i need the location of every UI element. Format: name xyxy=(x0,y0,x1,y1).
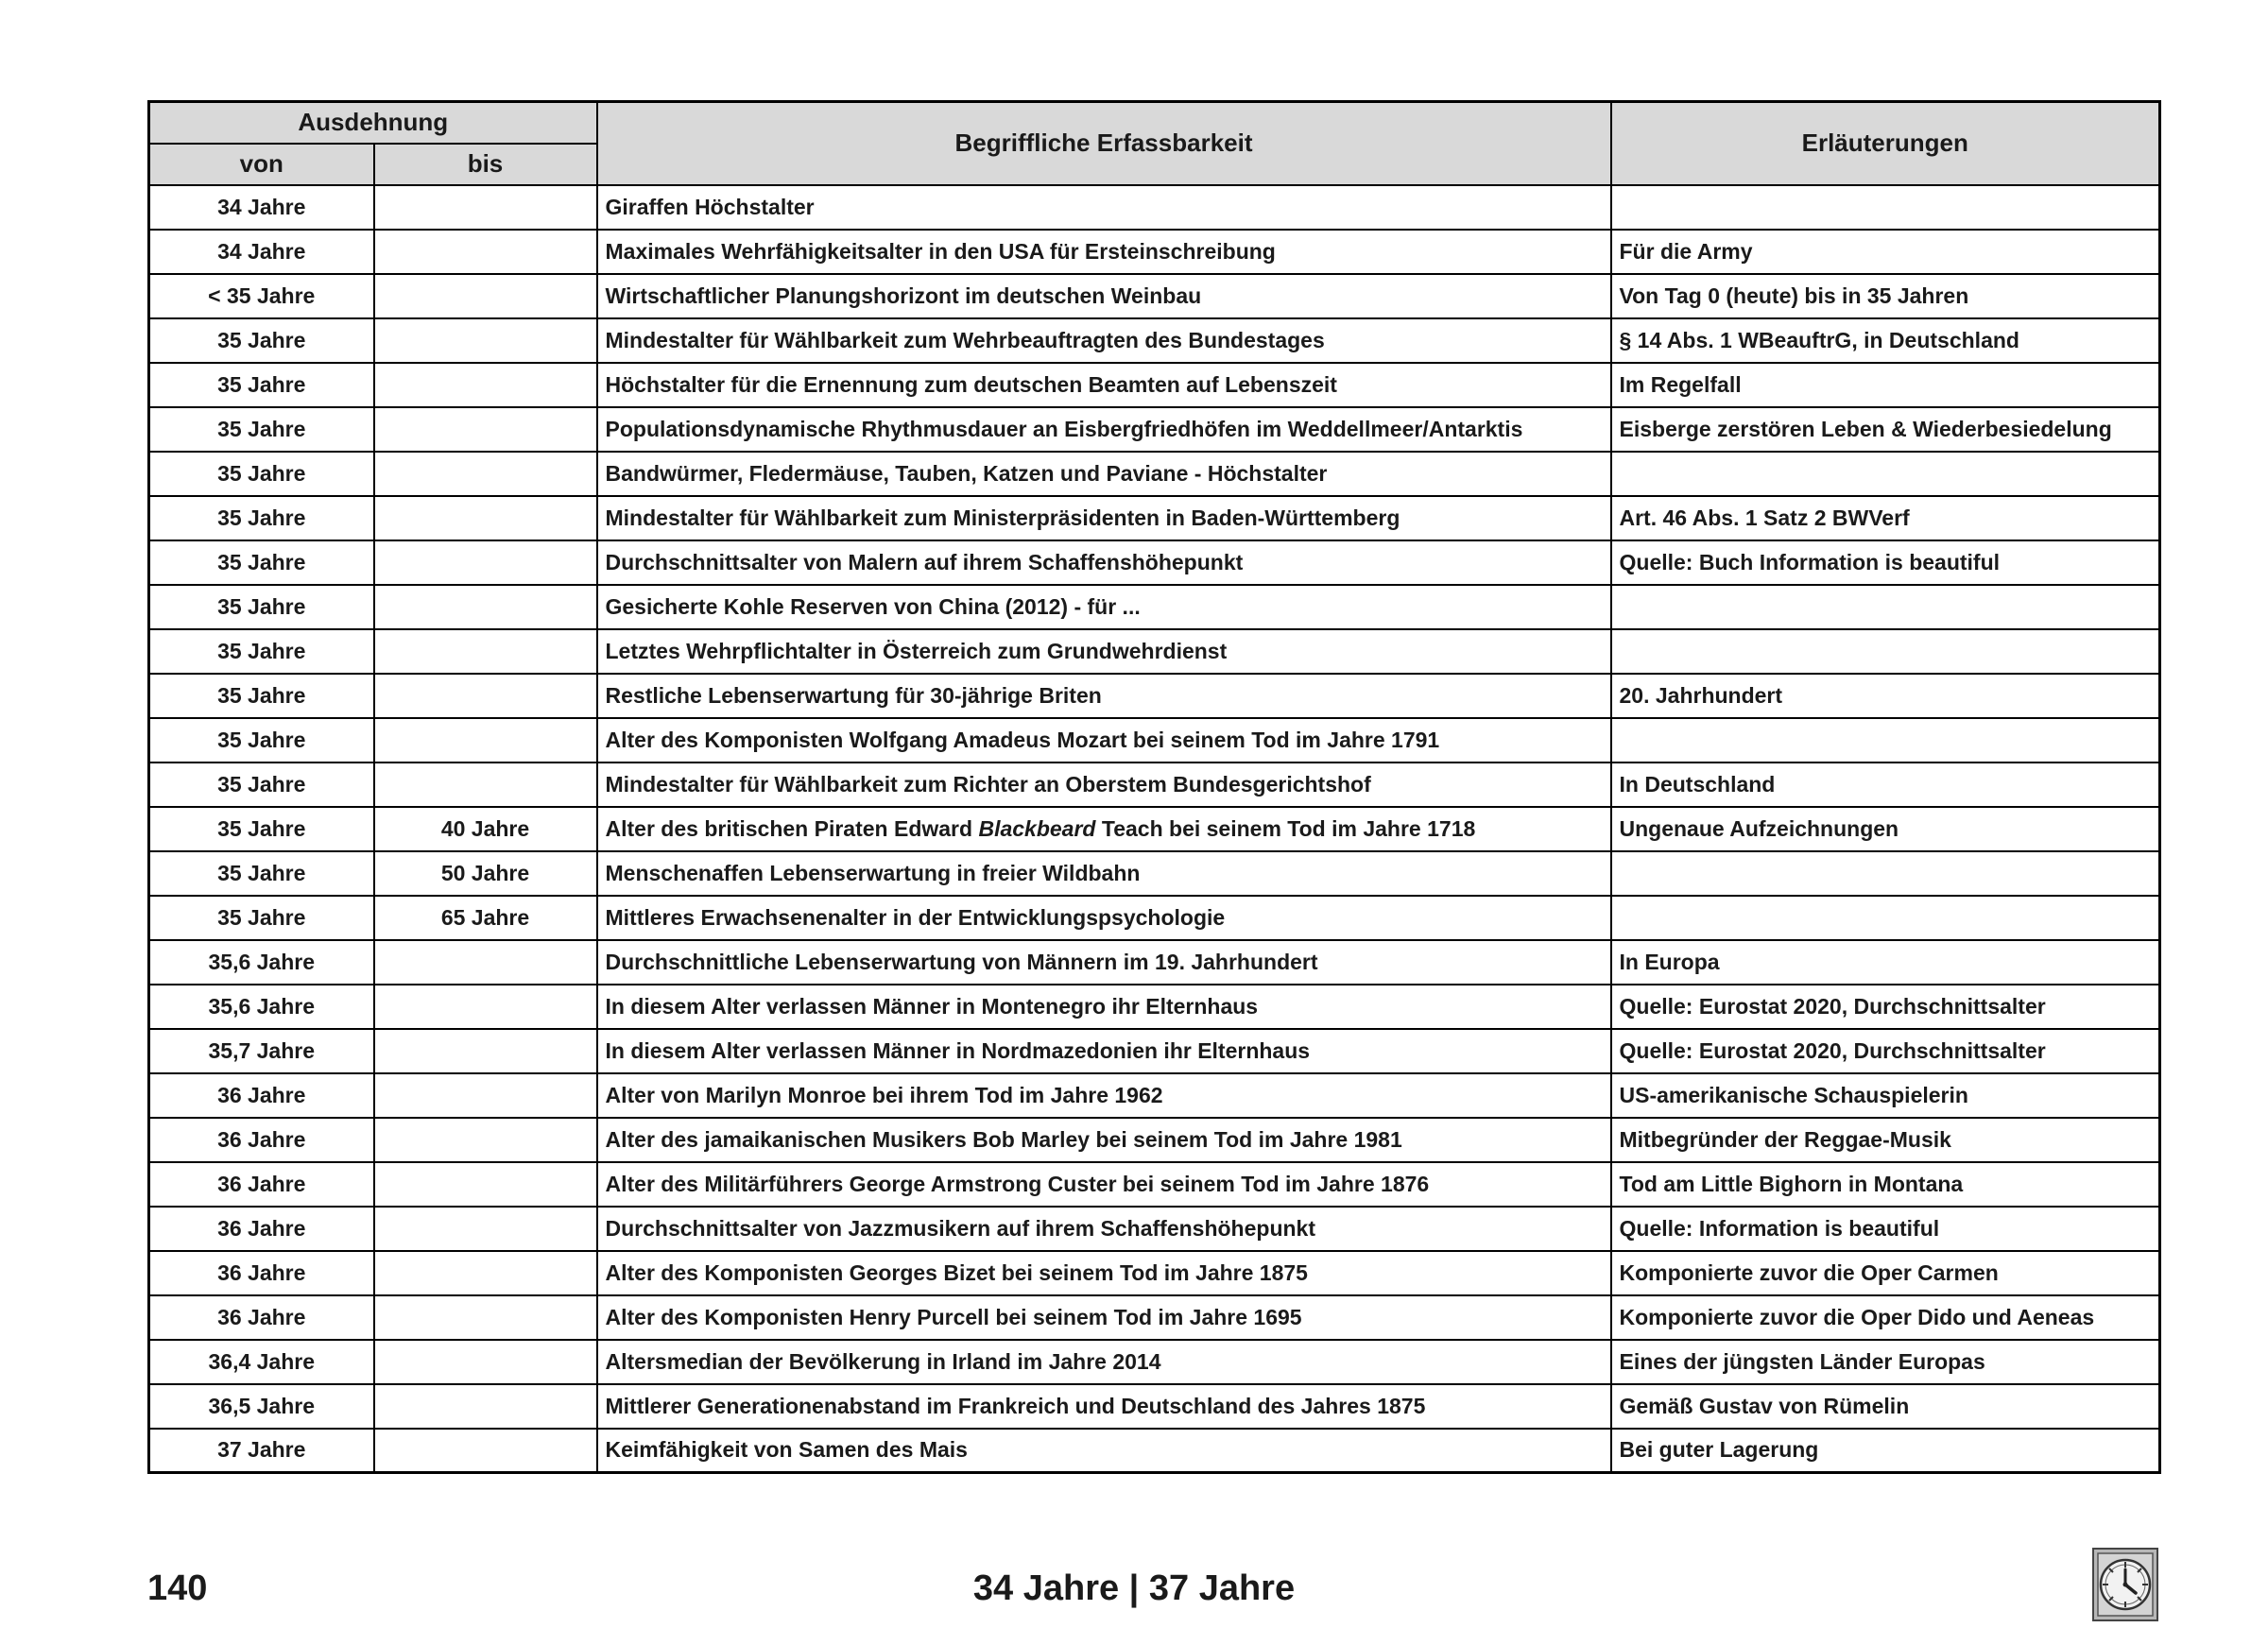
table-row xyxy=(149,1340,2160,1384)
header-von: von xyxy=(149,144,374,185)
table-row xyxy=(149,1118,2160,1162)
cell-erlaeuterung: Art. 46 Abs. 1 Satz 2 BWVerf xyxy=(1611,496,2160,540)
cell-begriff: Mindestalter für Wählbarkeit zum Richter an Oberstem Bundesgerichtshof xyxy=(597,763,1611,807)
table-row xyxy=(149,718,2160,763)
table-row xyxy=(149,1029,2160,1073)
table-row xyxy=(149,496,2160,540)
cell-erlaeuterung: Quelle: Eurostat 2020, Durchschnittsalter xyxy=(1611,1029,2160,1073)
table-row xyxy=(149,763,2160,807)
cell-bis: 40 Jahre xyxy=(374,807,597,851)
cell-begriff: Wirtschaftlicher Planungshorizont im deutschen Weinbau xyxy=(597,274,1611,318)
header-erlaeuterungen: Erläuterungen xyxy=(1611,102,2160,185)
cell-begriff: Maximales Wehrfähigkeitsalter in den USA für Ersteinschreibung xyxy=(597,230,1611,274)
cell-von: 36,4 Jahre xyxy=(149,1340,374,1384)
cell-begriff: Durchschnittliche Lebenserwartung von Männern im 19. Jahrhundert xyxy=(597,940,1611,985)
cell-bis xyxy=(374,1384,597,1429)
cell-von: 35 Jahre xyxy=(149,407,374,452)
cell-begriff: Durchschnittsalter von Jazzmusikern auf ihrem Schaffenshöhepunkt xyxy=(597,1207,1611,1251)
cell-von: 36 Jahre xyxy=(149,1251,374,1295)
cell-begriff: Alter des Militärführers George Armstrong Custer bei seinem Tod im Jahre 1876 xyxy=(597,1162,1611,1207)
cell-erlaeuterung: Quelle: Buch Information is beautiful xyxy=(1611,540,2160,585)
cell-begriff: Gesicherte Kohle Reserven von China (2012) - für ... xyxy=(597,585,1611,629)
table-header xyxy=(149,102,2160,185)
table-row xyxy=(149,1295,2160,1340)
table-row xyxy=(149,585,2160,629)
table-row xyxy=(149,1251,2160,1295)
cell-erlaeuterung: 20. Jahrhundert xyxy=(1611,674,2160,718)
table-row xyxy=(149,363,2160,407)
cell-begriff: In diesem Alter verlassen Männer in Nordmazedonien ihr Elternhaus xyxy=(597,1029,1611,1073)
cell-erlaeuterung xyxy=(1611,585,2160,629)
ages-table xyxy=(147,100,2161,1474)
table-row xyxy=(149,807,2160,851)
cell-erlaeuterung: In Europa xyxy=(1611,940,2160,985)
cell-von: 36 Jahre xyxy=(149,1295,374,1340)
cell-erlaeuterung: Von Tag 0 (heute) bis in 35 Jahren xyxy=(1611,274,2160,318)
cell-bis xyxy=(374,1429,597,1473)
cell-von: 35 Jahre xyxy=(149,318,374,363)
cell-begriff: Keimfähigkeit von Samen des Mais xyxy=(597,1429,1611,1473)
cell-erlaeuterung: Komponierte zuvor die Oper Dido und Aeneas xyxy=(1611,1295,2160,1340)
cell-begriff: Alter des Komponisten Wolfgang Amadeus Mozart bei seinem Tod im Jahre 1791 xyxy=(597,718,1611,763)
page-number: 140 xyxy=(147,1568,208,1608)
table-row xyxy=(149,985,2160,1029)
cell-von: 37 Jahre xyxy=(149,1429,374,1473)
cell-begriff: Letztes Wehrpflichtalter in Österreich zum Grundwehrdienst xyxy=(597,629,1611,674)
cell-von: 35 Jahre xyxy=(149,674,374,718)
cell-bis xyxy=(374,940,597,985)
cell-von: 36 Jahre xyxy=(149,1073,374,1118)
header-bis: bis xyxy=(374,144,597,185)
cell-erlaeuterung: § 14 Abs. 1 WBeauftrG, in Deutschland xyxy=(1611,318,2160,363)
cell-von: 35 Jahre xyxy=(149,851,374,896)
cell-begriff: Alter des Komponisten Georges Bizet bei seinem Tod im Jahre 1875 xyxy=(597,1251,1611,1295)
cell-von: 35,7 Jahre xyxy=(149,1029,374,1073)
cell-von: 34 Jahre xyxy=(149,230,374,274)
cell-von: 35 Jahre xyxy=(149,763,374,807)
cell-bis xyxy=(374,185,597,230)
table-row xyxy=(149,540,2160,585)
cell-von: 36 Jahre xyxy=(149,1118,374,1162)
cell-bis: 50 Jahre xyxy=(374,851,597,896)
cell-von: 36 Jahre xyxy=(149,1207,374,1251)
table-row xyxy=(149,1162,2160,1207)
cell-bis xyxy=(374,318,597,363)
cell-erlaeuterung: Tod am Little Bighorn in Montana xyxy=(1611,1162,2160,1207)
cell-erlaeuterung: Eisberge zerstören Leben & Wiederbesiedelung xyxy=(1611,407,2160,452)
cell-begriff: Restliche Lebenserwartung für 30-jährige Briten xyxy=(597,674,1611,718)
cell-bis xyxy=(374,1073,597,1118)
table-body xyxy=(149,185,2160,1473)
cell-von: 34 Jahre xyxy=(149,185,374,230)
cell-begriff: Durchschnittsalter von Malern auf ihrem Schaffenshöhepunkt xyxy=(597,540,1611,585)
cell-begriff: Populationsdynamische Rhythmusdauer an Eisbergfriedhöfen im Weddellmeer/Antarktis xyxy=(597,407,1611,452)
header-begriffliche-erfassbarkeit: Begriffliche Erfassbarkeit xyxy=(597,102,1611,185)
cell-bis xyxy=(374,763,597,807)
cell-begriff: Mittlerer Generationenabstand im Frankreich und Deutschland des Jahres 1875 xyxy=(597,1384,1611,1429)
cell-bis xyxy=(374,1295,597,1340)
cell-begriff: Alter von Marilyn Monroe bei ihrem Tod im Jahre 1962 xyxy=(597,1073,1611,1118)
table-row xyxy=(149,1384,2160,1429)
table-row xyxy=(149,407,2160,452)
cell-von: 35 Jahre xyxy=(149,452,374,496)
table-row xyxy=(149,452,2160,496)
cell-von: < 35 Jahre xyxy=(149,274,374,318)
cell-erlaeuterung xyxy=(1611,718,2160,763)
cell-begriff: Altersmedian der Bevölkerung in Irland im Jahre 2014 xyxy=(597,1340,1611,1384)
cell-von: 35 Jahre xyxy=(149,496,374,540)
header-ausdehnung: Ausdehnung xyxy=(149,102,597,144)
cell-bis xyxy=(374,363,597,407)
table-row xyxy=(149,1207,2160,1251)
cell-bis xyxy=(374,1162,597,1207)
cell-erlaeuterung xyxy=(1611,452,2160,496)
cell-erlaeuterung: Komponierte zuvor die Oper Carmen xyxy=(1611,1251,2160,1295)
cell-von: 35 Jahre xyxy=(149,540,374,585)
table-row xyxy=(149,1429,2160,1473)
cell-erlaeuterung xyxy=(1611,185,2160,230)
cell-erlaeuterung: Quelle: Eurostat 2020, Durchschnittsalter xyxy=(1611,985,2160,1029)
cell-bis xyxy=(374,230,597,274)
cell-begriff: Mittleres Erwachsenenalter in der Entwicklungspsychologie xyxy=(597,896,1611,940)
table-row xyxy=(149,896,2160,940)
table-row xyxy=(149,274,2160,318)
cell-bis xyxy=(374,1251,597,1295)
cell-bis xyxy=(374,629,597,674)
cell-begriff: Bandwürmer, Fledermäuse, Tauben, Katzen und Paviane - Höchstalter xyxy=(597,452,1611,496)
cell-begriff: Mindestalter für Wählbarkeit zum Wehrbeauftragten des Bundestages xyxy=(597,318,1611,363)
cell-begriff: Menschenaffen Lebenserwartung in freier Wildbahn xyxy=(597,851,1611,896)
cell-erlaeuterung: Bei guter Lagerung xyxy=(1611,1429,2160,1473)
cell-begriff: Giraffen Höchstalter xyxy=(597,185,1611,230)
cell-bis xyxy=(374,540,597,585)
cell-bis xyxy=(374,496,597,540)
cell-von: 35,6 Jahre xyxy=(149,985,374,1029)
cell-bis xyxy=(374,1207,597,1251)
cell-bis xyxy=(374,407,597,452)
cell-begriff: In diesem Alter verlassen Männer in Montenegro ihr Elternhaus xyxy=(597,985,1611,1029)
cell-erlaeuterung: Mitbegründer der Reggae-Musik xyxy=(1611,1118,2160,1162)
table-row xyxy=(149,318,2160,363)
cell-von: 35 Jahre xyxy=(149,718,374,763)
cell-bis xyxy=(374,985,597,1029)
footer-title: 34 Jahre | 37 Jahre xyxy=(972,1568,1296,1608)
cell-bis xyxy=(374,274,597,318)
cell-erlaeuterung: Gemäß Gustav von Rümelin xyxy=(1611,1384,2160,1429)
cell-bis xyxy=(374,674,597,718)
cell-erlaeuterung xyxy=(1611,629,2160,674)
cell-bis xyxy=(374,718,597,763)
cell-erlaeuterung: Ungenaue Aufzeichnungen xyxy=(1611,807,2160,851)
clock-image xyxy=(2092,1548,2158,1621)
cell-begriff: Höchstalter für die Ernennung zum deutschen Beamten auf Lebenszeit xyxy=(597,363,1611,407)
table-row xyxy=(149,940,2160,985)
cell-von: 35 Jahre xyxy=(149,363,374,407)
cell-erlaeuterung: Eines der jüngsten Länder Europas xyxy=(1611,1340,2160,1384)
cell-von: 36,5 Jahre xyxy=(149,1384,374,1429)
table-row xyxy=(149,674,2160,718)
cell-erlaeuterung: Im Regelfall xyxy=(1611,363,2160,407)
cell-von: 35 Jahre xyxy=(149,585,374,629)
cell-erlaeuterung: US-amerikanische Schauspielerin xyxy=(1611,1073,2160,1118)
cell-begriff: Alter des jamaikanischen Musikers Bob Marley bei seinem Tod im Jahre 1981 xyxy=(597,1118,1611,1162)
table-row xyxy=(149,851,2160,896)
clock-icon xyxy=(2092,1548,2158,1621)
cell-von: 35 Jahre xyxy=(149,629,374,674)
cell-bis xyxy=(374,452,597,496)
cell-begriff: Alter des Komponisten Henry Purcell bei seinem Tod im Jahre 1695 xyxy=(597,1295,1611,1340)
cell-erlaeuterung: Für die Army xyxy=(1611,230,2160,274)
cell-erlaeuterung: Quelle: Information is beautiful xyxy=(1611,1207,2160,1251)
cell-erlaeuterung xyxy=(1611,851,2160,896)
table-row xyxy=(149,629,2160,674)
cell-bis xyxy=(374,1029,597,1073)
cell-erlaeuterung: In Deutschland xyxy=(1611,763,2160,807)
cell-erlaeuterung xyxy=(1611,896,2160,940)
cell-von: 36 Jahre xyxy=(149,1162,374,1207)
cell-bis: 65 Jahre xyxy=(374,896,597,940)
cell-von: 35 Jahre xyxy=(149,807,374,851)
cell-bis xyxy=(374,1340,597,1384)
table-row xyxy=(149,185,2160,230)
cell-von: 35,6 Jahre xyxy=(149,940,374,985)
cell-bis xyxy=(374,1118,597,1162)
cell-begriff: Alter des britischen Piraten Edward Blackbeard Teach bei seinem Tod im Jahre 1718 xyxy=(597,807,1611,851)
cell-von: 35 Jahre xyxy=(149,896,374,940)
table-row xyxy=(149,230,2160,274)
cell-bis xyxy=(374,585,597,629)
table-row xyxy=(149,1073,2160,1118)
cell-begriff: Mindestalter für Wählbarkeit zum Ministerpräsidenten in Baden-Württemberg xyxy=(597,496,1611,540)
